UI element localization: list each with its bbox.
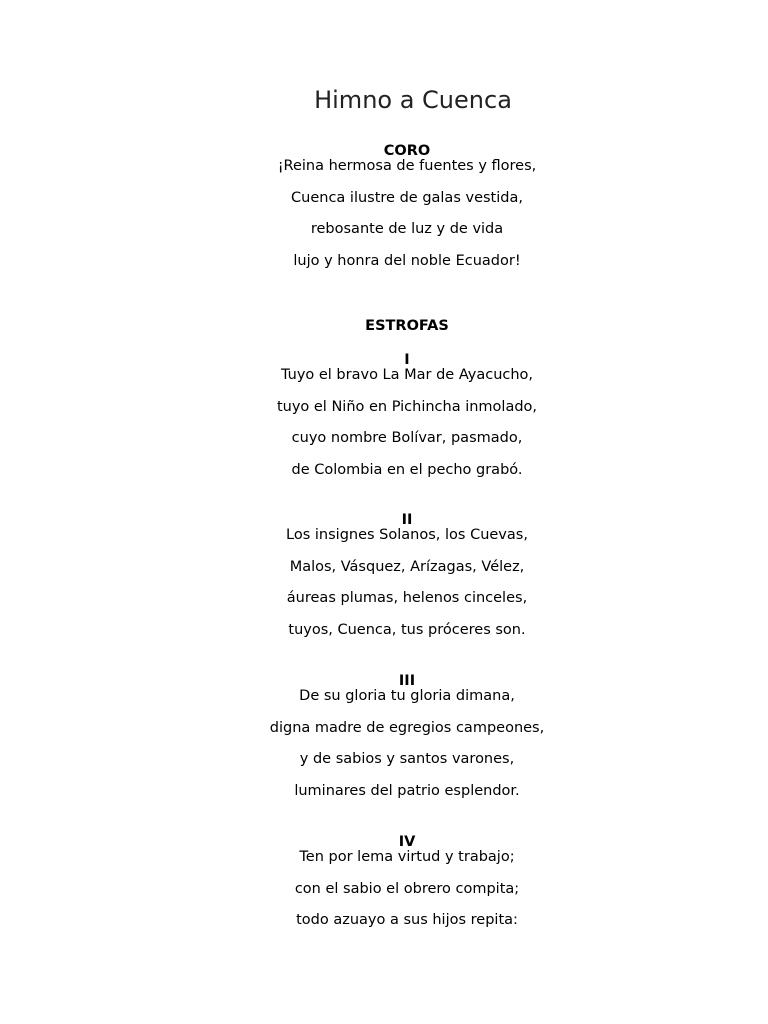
estrofa-section <box>0 512 768 646</box>
estrofa-numeral: III <box>398 673 416 689</box>
estrofa-lines <box>0 520 768 646</box>
estrofa-lines <box>0 681 768 807</box>
estrofa-section <box>0 352 768 486</box>
coro-line: rebosante de luz y de vida <box>310 221 504 238</box>
estrofa-line: Los insignes Solanos, los Cuevas, <box>286 527 528 543</box>
estrofa-numeral: I <box>404 352 410 368</box>
estrofa-line: Malos, Vásquez, Arízagas, Vélez, <box>289 558 525 575</box>
estrofa-lines <box>0 842 768 937</box>
estrofa-lines <box>0 360 768 486</box>
estrofa-line: Ten por lema virtud y trabajo; <box>299 849 515 865</box>
estrofa-line: Tuyo el bravo La Mar de Ayacucho, <box>280 367 534 383</box>
coro-line: lujo y honra del noble Ecuador! <box>293 252 521 269</box>
estrofa-line: y de sabios y santos varones, <box>299 751 515 768</box>
estrofa-section <box>0 673 768 807</box>
estrofa-line: digna madre de egregios campeones, <box>269 719 545 736</box>
coro-heading: CORO <box>383 143 431 159</box>
estrofa-line: con el sabio el obrero compita; <box>294 880 520 897</box>
estrofa-line: luminares del patrio esplendor. <box>294 782 520 799</box>
estrofa-line: áureas plumas, helenos cinceles, <box>286 590 528 607</box>
estrofa-line: tuyo el Niño en Pichincha inmolado, <box>276 398 538 415</box>
estrofa-line: cuyo nombre Bolívar, pasmado, <box>291 430 523 447</box>
coro-line: Cuenca ilustre de galas vestida, <box>291 189 523 206</box>
estrofa-line: todo azuayo a sus hijos repita: <box>296 912 518 929</box>
coro-lines <box>0 151 768 277</box>
estrofa-line: de Colombia en el pecho grabó. <box>291 461 523 478</box>
estrofa-line: tuyos, Cuenca, tus próceres son. <box>288 621 526 638</box>
coro-section <box>0 143 768 277</box>
estrofa-numeral: II <box>401 512 413 528</box>
estrofa-numeral: IV <box>398 834 416 850</box>
estrofa-line: De su gloria tu gloria dimana, <box>299 688 515 704</box>
coro-line: ¡Reina hermosa de fuentes y flores, <box>277 158 537 174</box>
document-title: Himno a Cuenca <box>314 86 512 114</box>
estrofa-section <box>0 834 768 937</box>
estrofas-heading-block <box>0 318 768 334</box>
estrofas-heading: ESTROFAS <box>365 318 449 334</box>
